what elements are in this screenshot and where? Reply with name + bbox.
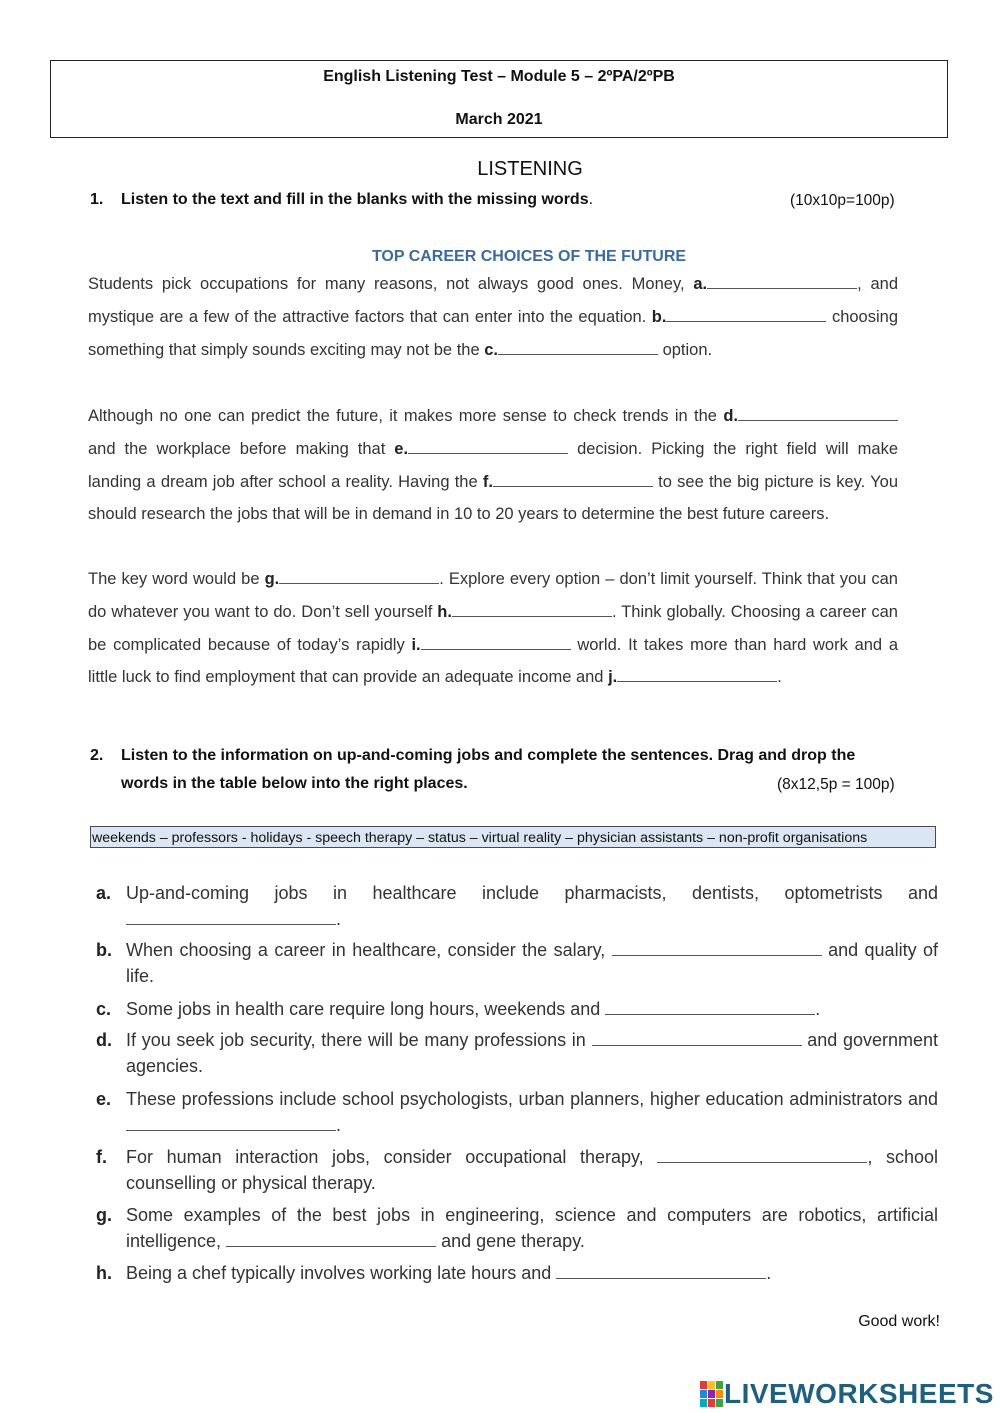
blank-h-label: h.	[437, 602, 452, 621]
item-letter: a.	[96, 883, 112, 903]
item-text-after: and government agencies.	[126, 1030, 939, 1076]
blank-e-label: e.	[394, 439, 409, 458]
q2-item-e	[96, 1086, 938, 1138]
item-text-after: , school counselling or physical therapy.	[126, 1147, 938, 1193]
p1-text-2: , and mystique are a few of the attractive factors that can enter into the equation.	[88, 275, 899, 326]
q1-instruction	[121, 191, 593, 209]
item-text-before: Being a chef typically involves working late hours and	[126, 1263, 557, 1283]
blank-j-label: j.	[608, 668, 618, 687]
q2-item-a	[96, 880, 938, 932]
blank-i[interactable]	[421, 635, 571, 650]
blank-b[interactable]	[666, 307, 826, 322]
item-text-before: For human interaction jobs, consider occupational therapy,	[126, 1147, 658, 1167]
blank-d-label: d.	[723, 407, 738, 425]
q2-line1-text: Listen to the information on up-and-coming jobs and complete the sentences	[121, 747, 709, 764]
blank-g[interactable]	[279, 569, 439, 584]
test-date: March 2021	[455, 111, 543, 128]
q1-instruction-dot: .	[588, 191, 594, 208]
item-text-after: .	[336, 1115, 342, 1135]
p3-text-2: . Explore every option – don’t limit yourself. Think that you can do whatever you want to do. Don’t sell yourself	[88, 570, 898, 621]
blank-f[interactable]	[493, 472, 653, 487]
blank-d[interactable]	[738, 406, 898, 421]
item-letter: e.	[96, 1089, 112, 1109]
p2-text-4: to see the big picture is key. You should research the jobs that will be in demand in 10 to 20 years to determine the best future careers.	[88, 472, 898, 524]
test-title: English Listening Test – Module 5 – 2ºPA/2ºPB	[323, 68, 675, 85]
item-letter: c.	[96, 999, 112, 1019]
blank-i-label: i.	[411, 635, 421, 654]
blank-a[interactable]	[707, 274, 857, 289]
blank-a-label: a.	[693, 275, 708, 293]
item-text-after: .	[815, 999, 821, 1019]
drop-target-a[interactable]	[126, 910, 336, 925]
item-text-after: .	[336, 909, 342, 929]
q2-item-f	[96, 1144, 938, 1196]
paragraph-3	[88, 563, 898, 694]
blank-h[interactable]	[452, 602, 612, 617]
item-letter: f.	[96, 1147, 107, 1167]
q2-number: 2.	[90, 747, 104, 764]
logo-text: LIVEWORKSHEETS	[724, 1378, 994, 1409]
header-box	[50, 60, 948, 138]
drop-target-d[interactable]	[592, 1031, 802, 1046]
item-text-before: If you seek job security, there will be many professions in	[126, 1030, 592, 1050]
item-text-before: Up-and-coming jobs in healthcare include pharmacists, dentists, optometrists and	[126, 883, 938, 903]
q2-item-h	[96, 1260, 938, 1286]
p2-text-1: Although no one can predict the future, it makes more sense to check trends in the	[88, 407, 724, 425]
item-letter: h.	[96, 1263, 112, 1283]
q2-item-b	[96, 937, 938, 989]
p1-text-1: Students pick occupations for many reasons, not always good ones. Money,	[88, 275, 694, 293]
item-text-before: Some examples of the best jobs in engineering, science and computers are robotics, artificial intelligence,	[126, 1205, 938, 1251]
paragraph-2	[88, 400, 898, 531]
p2-text-2: and the workplace before making that	[88, 439, 395, 458]
drop-target-f[interactable]	[657, 1148, 867, 1163]
item-letter: g.	[96, 1205, 112, 1225]
blank-g-label: g.	[264, 570, 280, 588]
item-letter: b.	[96, 940, 112, 960]
q2-instruction-line1	[121, 747, 855, 765]
word-bank: weekends – professors - holidays - speech therapy – status – virtual reality – physician assistants – non-profit organisations	[90, 826, 936, 848]
closing-text: Good work!	[858, 1313, 940, 1330]
p3-text-1: The key word would be	[88, 570, 265, 588]
blank-f-label: f.	[482, 472, 493, 491]
q2-item-g	[96, 1202, 938, 1254]
q1-number: 1.	[90, 191, 104, 208]
story-title: TOP CAREER CHOICES OF THE FUTURE	[371, 248, 687, 265]
blank-e[interactable]	[408, 439, 568, 454]
p1-text-4: option.	[657, 340, 713, 359]
p2-text-3: decision. Picking the right field will make landing a dream job after school a reality. Having the	[88, 439, 898, 491]
drop-target-c[interactable]	[605, 1000, 815, 1015]
paragraph-1	[88, 268, 898, 366]
q2-instruction-line2: words in the table below into the right places.	[121, 775, 468, 792]
item-letter: d.	[96, 1030, 112, 1050]
item-text-after: and quality of life.	[126, 940, 939, 986]
q1-instruction-text: Listen to the text and fill in the blanks with the missing words	[121, 191, 589, 208]
item-text-before: Some jobs in health care require long hours, weekends and	[126, 999, 606, 1019]
drop-target-e[interactable]	[126, 1116, 336, 1131]
section-title: LISTENING	[477, 158, 583, 180]
blank-b-label: b.	[651, 307, 667, 326]
q2-points: (8x12,5p = 100p)	[777, 776, 895, 793]
drop-target-h[interactable]	[556, 1264, 766, 1279]
item-text-before: When choosing a career in healthcare, consider the salary,	[126, 940, 612, 960]
drop-target-g[interactable]	[226, 1232, 436, 1247]
item-text-before: These professions include school psychologists, urban planners, higher education administrators and	[126, 1089, 938, 1109]
q2-item-c	[96, 996, 938, 1022]
liveworksheets-logo-icon	[700, 1381, 724, 1407]
blank-j[interactable]	[617, 667, 777, 682]
blank-c[interactable]	[498, 340, 658, 355]
item-text-after: .	[766, 1263, 772, 1283]
p3-text-5: .	[777, 668, 782, 687]
p1-text-3: choosing something that simply sounds exciting may not be the	[88, 307, 898, 359]
blank-c-label: c.	[484, 340, 498, 359]
p3-text-3: . Think globally. Choosing a career can be complicated because of today’s rapidly	[88, 602, 898, 654]
p3-text-4: world. It takes more than hard work and a little luck to find employment that can provide an adequate income and	[88, 635, 898, 687]
item-text-after: and gene therapy.	[436, 1231, 585, 1251]
q1-points: (10x10p=100p)	[790, 192, 895, 209]
drop-target-b[interactable]	[612, 941, 822, 956]
q2-item-d	[96, 1027, 938, 1079]
q2-line1-end: . Drag and drop the	[708, 747, 856, 764]
liveworksheets-logo	[700, 1378, 994, 1410]
